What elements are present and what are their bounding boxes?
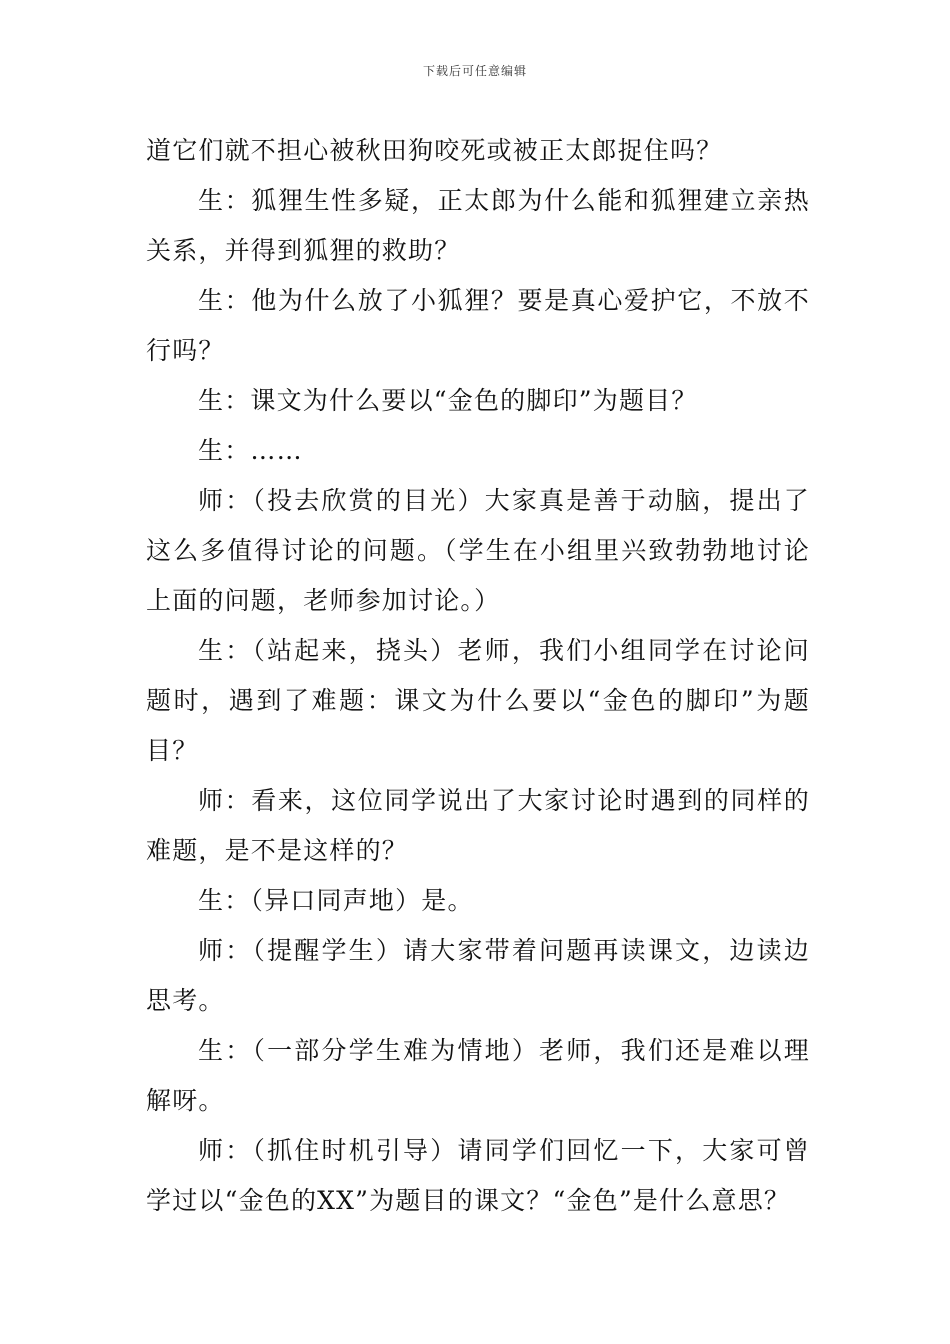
paragraph: 生：……	[198, 436, 303, 465]
page-header: 下载后可任意编辑	[422, 64, 527, 78]
paragraph: 道它们就不担心被秋田狗咬死或被正太郎捉住吗？	[146, 136, 723, 165]
paragraph: 生：课文为什么要以“金色的脚印”为题目？	[198, 386, 698, 415]
paragraph: 师：（抓住时机引导）请同学们回忆一下，大家可曾学过以“金色的XX”为题目的课文？“金色”是什么意思？	[146, 1136, 810, 1215]
paragraph: 生：（异口同声地）是。	[198, 886, 474, 915]
paragraph: 生：他为什么放了小狐狸？要是真心爱护它，不放不行吗？	[146, 286, 810, 365]
paragraph: 师：（提醒学生）请大家带着问题再读课文，边读边思考。	[146, 936, 810, 1015]
paragraph: 生：（站起来，挠头）老师，我们小组同学在讨论问题时，遇到了难题：课文为什么要以“金色的脚印”为题目？	[146, 636, 810, 765]
paragraph: 师：（投去欣赏的目光）大家真是善于动脑，提出了这么多值得讨论的问题。（学生在小组里兴致勃勃地讨论上面的问题，老师参加讨论。）	[146, 486, 810, 615]
paragraph: 生：狐狸生性多疑，正太郎为什么能和狐狸建立亲热关系，并得到狐狸的救助？	[146, 186, 810, 265]
paragraph: 师：看来，这位同学说出了大家讨论时遇到的同样的难题，是不是这样的？	[146, 786, 810, 865]
paragraph: 生：（一部分学生难为情地）老师，我们还是难以理解呀。	[146, 1036, 810, 1115]
document-body	[146, 126, 810, 1226]
